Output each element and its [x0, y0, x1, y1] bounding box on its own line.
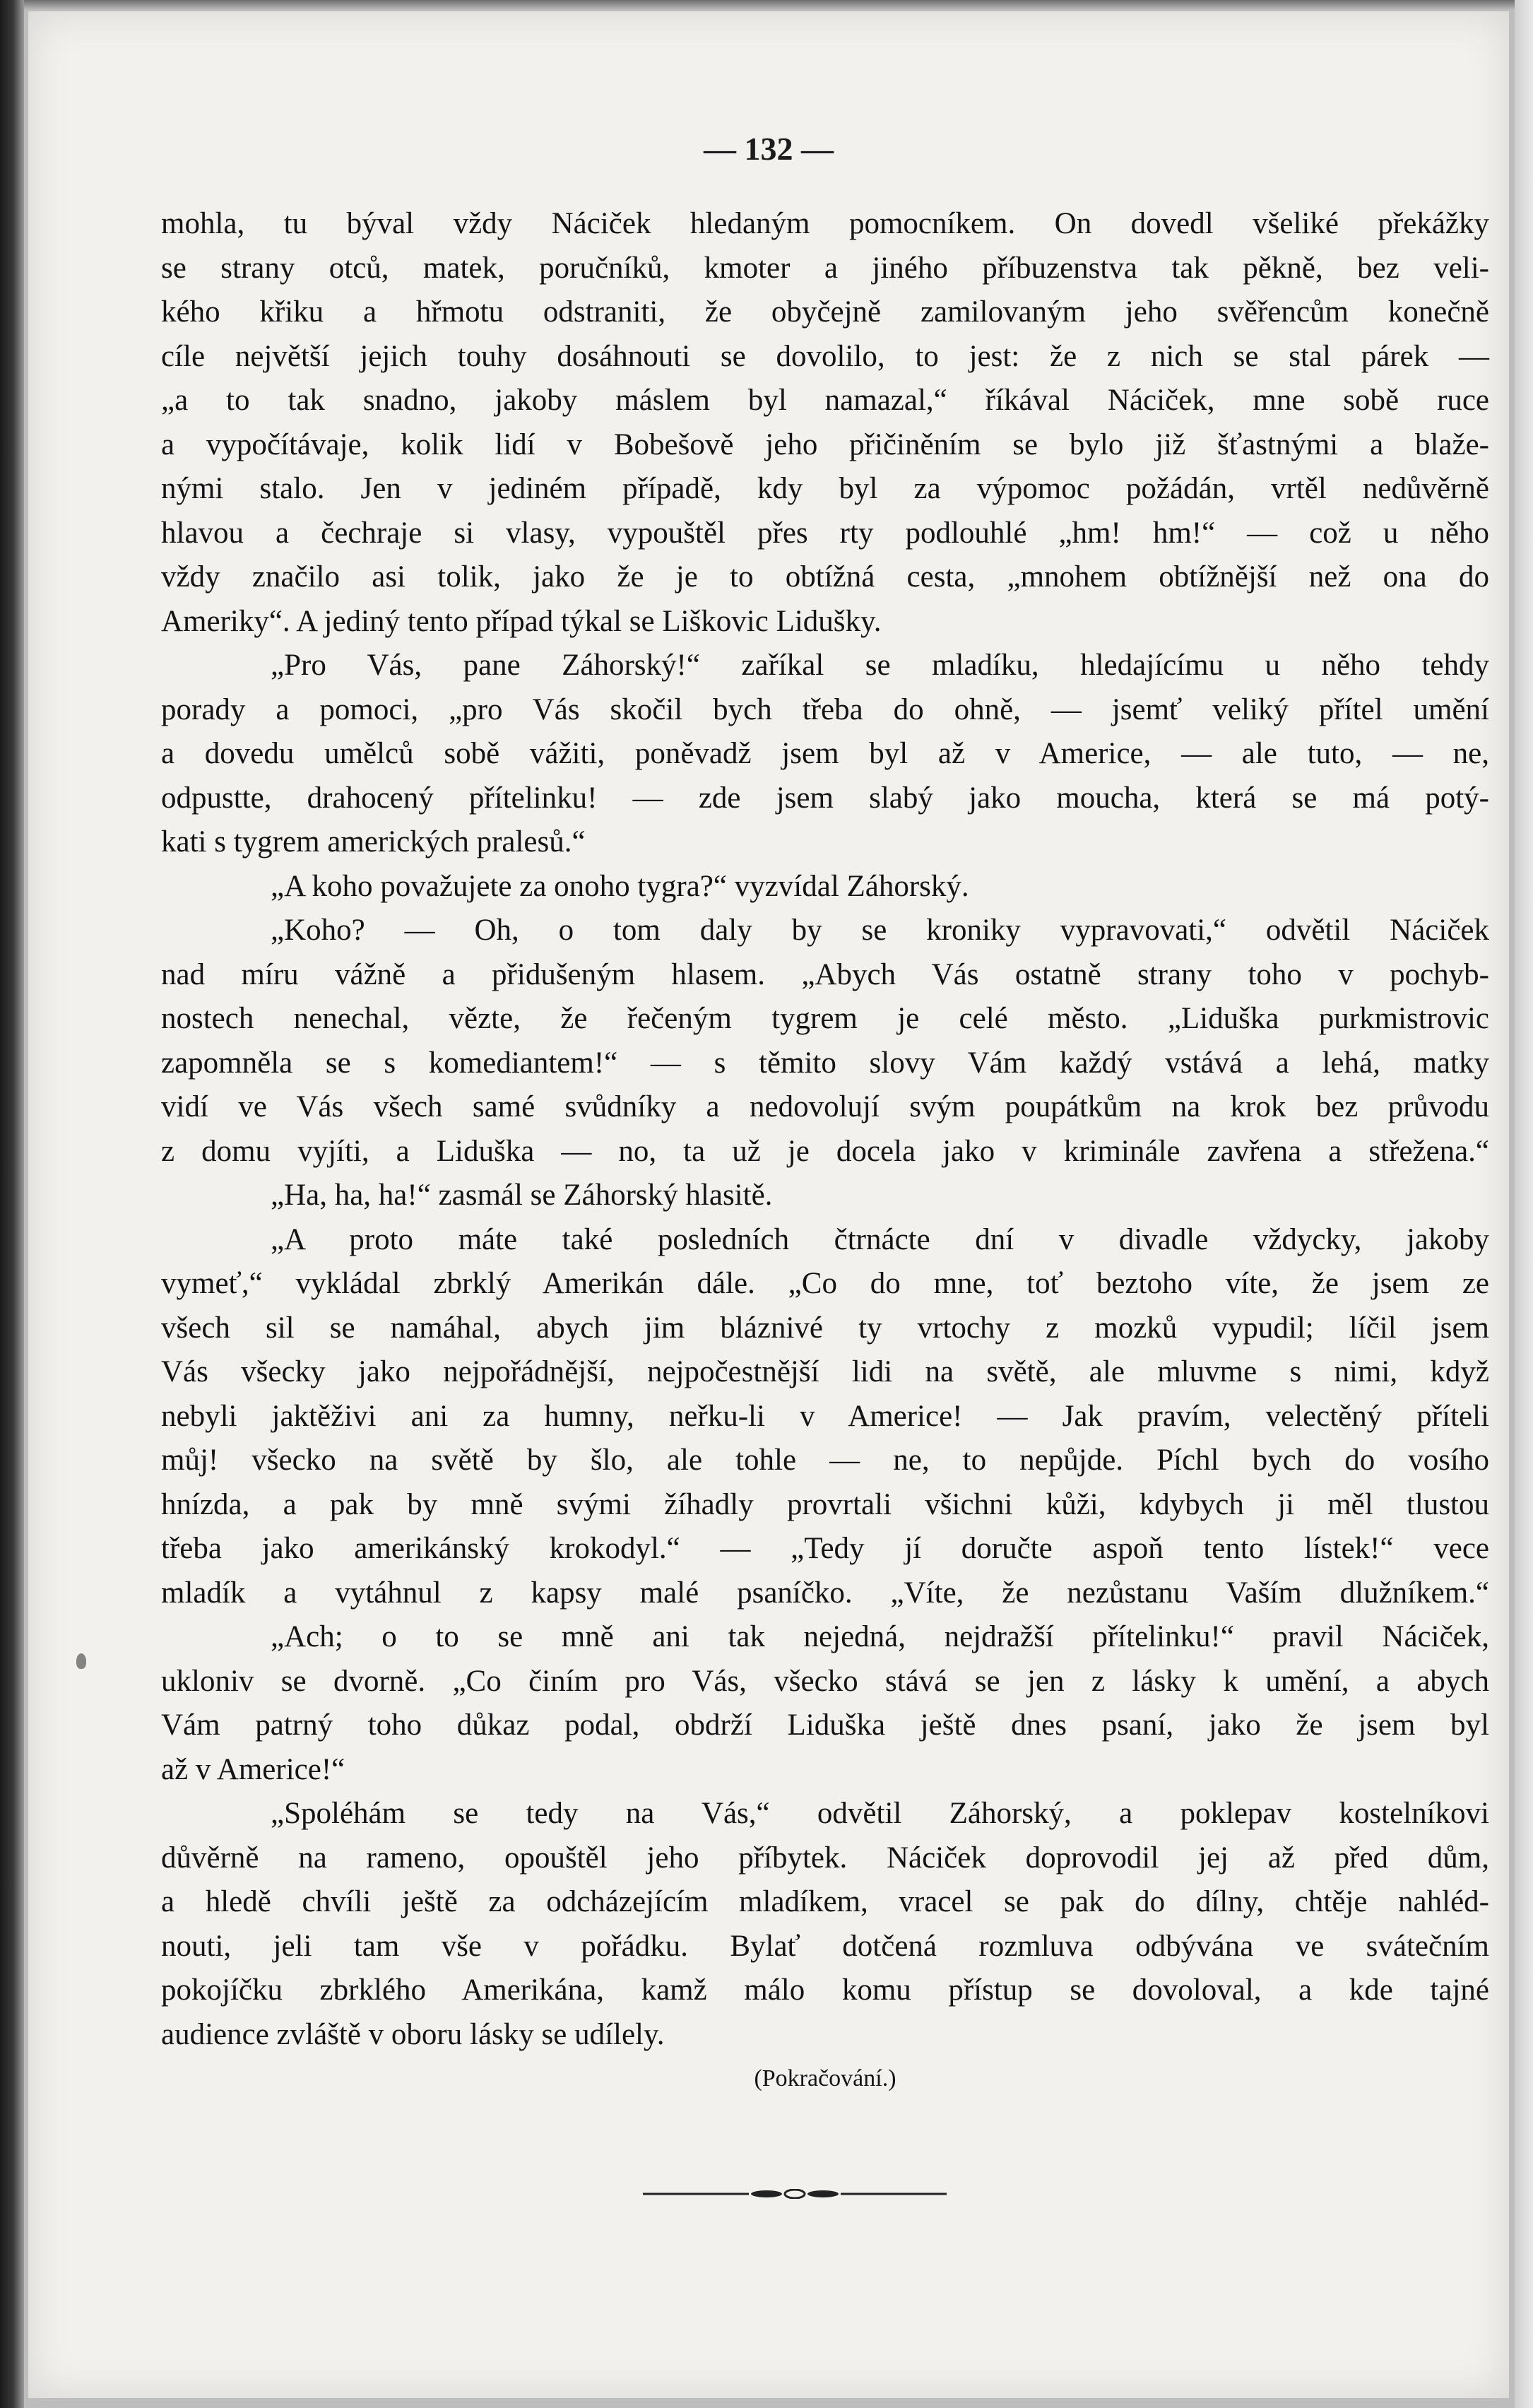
text-line: „Ha, ha, ha!“ zasmál se Záhorský hlasitě.: [271, 1179, 773, 1212]
text-line: můj! všecko na světě by šlo, ale tohle — ne, to nepůjde. Píchl bych do vosího: [161, 1444, 1489, 1477]
ink-blot: [76, 1653, 86, 1669]
end-ornament: [643, 2189, 947, 2199]
text-line: „a to tak snadno, jakoby máslem byl namazal,“ říkával Náciček, mne sobě ruce: [161, 384, 1489, 417]
text-line: „A koho považujete za onoho tygra?“ vyzvídal Záhorský.: [271, 869, 969, 903]
text-line: třeba jako amerikánský krokodyl.“ — „Tedy jí doručte aspoň tento lístek!“ vece: [161, 1532, 1489, 1565]
text-line: Ameriky“. A jediný tento případ týkal se Liškovic Lidušky.: [161, 604, 882, 638]
text-line: pokojíčku zbrklého Amerikána, kamž málo komu přístup se dovoloval, a kde tajné: [161, 1973, 1489, 2007]
continuation-note: (Pokračování.): [754, 2065, 896, 2091]
text-line: ukloniv se dvorně. „Co činím pro Vás, všecko stává se jen z lásky k umění, a abych: [161, 1664, 1489, 1698]
text-line: mohla, tu býval vždy Náciček hledaným pomocníkem. On dovedl všeliké překážky: [161, 207, 1489, 240]
text-line: odpustte, drahocený přítelinku! — zde jsem slabý jako moucha, která se má potý-: [161, 781, 1489, 815]
text-line: porady a pomoci, „pro Vás skočil bych třeba do ohně, — jsemť veliký přítel umění: [161, 692, 1489, 726]
text-line: „Pro Vás, pane Záhorský!“ zaříkal se mladíku, hledajícímu u něho tehdy: [271, 649, 1489, 682]
scan-border-top: [0, 0, 1533, 10]
text-line: zapomněla se s komediantem!“ — s těmito slovy Vám každý vstává a lehá, matky: [161, 1046, 1489, 1080]
text-line: a dovedu umělců sobě vážiti, poněvadž jsem byl až v Americe, — ale tuto, — ne,: [161, 737, 1489, 770]
text-line: nad míru vážně a přidušeným hlasem. „Abych Vás ostatně strany toho v pochyb-: [161, 957, 1489, 991]
text-line: a hledě chvíli ještě za odcházejícím mladíkem, vracel se pak do dílny, chtěje nahléd-: [161, 1885, 1489, 1918]
text-line: a vypočítávaje, kolik lidí v Bobešově jeho přičiněním se bylo již šťastnými a blaže-: [161, 427, 1489, 461]
scan-border-left: [0, 0, 24, 2408]
text-line: „A proto máte také posledních čtrnácte dní v divadle vždycky, jakoby: [271, 1222, 1489, 1256]
text-line: cíle největší jejich touhy dosáhnouti se dovolilo, to jest: že z nich se stal párek —: [161, 339, 1489, 373]
text-line: Vás všecky jako nejpořádnější, nejpočestnější lidi na světě, ale mluvme s nimi, když: [161, 1355, 1489, 1388]
text-line: nouti, jeli tam vše v pořádku. Bylať dotčená rozmluva odbývána ve svátečním: [161, 1929, 1489, 1963]
text-line: důvěrně na rameno, opouštěl jeho příbytek. Náciček doprovodil jej až před dům,: [161, 1841, 1489, 1875]
text-line: mladík a vytáhnul z kapsy malé psaníčko. „Víte, že nezůstanu Vaším dlužníkem.“: [161, 1576, 1489, 1610]
text-line: vždy značilo asi tolik, jako že je to obtížná cesta, „mnohem obtížnější než ona do: [161, 560, 1489, 594]
text-line: nými stalo. Jen v jediném případě, kdy byl za výpomoc požádán, vrtěl nedůvěrně: [161, 472, 1489, 505]
text-line: vymeť,“ vykládal zbrklý Amerikán dále. „Co do mne, toť beztoho víte, že jsem ze: [161, 1267, 1489, 1300]
text-line: nostech nenechal, vězte, že řečeným tygrem je celé město. „Liduška purkmistrovic: [161, 1002, 1489, 1035]
text-line: až v Americe!“: [161, 1752, 345, 1786]
scan-border-right: [1515, 0, 1533, 2408]
text-line: z domu vyjíti, a Liduška — no, ta už je docela jako v kriminále zavřena a střežena.“: [161, 1134, 1489, 1168]
text-line: nebyli jaktěživi ani za humny, neřku-li v Americe! — Jak pravím, velectěný příteli: [161, 1399, 1489, 1433]
text-line: se strany otců, matek, poručníků, kmoter a jiného příbuzenstva tak pěkně, bez veli-: [161, 251, 1489, 285]
text-line: „Spoléhám se tedy na Vás,“ odvětil Záhorský, a poklepav kostelníkovi: [271, 1797, 1489, 1830]
text-line: hnízda, a pak by mně svými žíhadly provrtali všichni kůži, kdybych ji měl tlustou: [161, 1487, 1489, 1521]
book-page: [28, 11, 1509, 2398]
text-line: Vám patrný toho důkaz podal, obdrží Liduška ještě dnes psaní, jako že jsem byl: [161, 1708, 1489, 1742]
text-line: „Koho? — Oh, o tom daly by se kroniky vypravovati,“ odvětil Náciček: [271, 914, 1489, 947]
body-text: [161, 202, 1489, 2101]
text-line: audience zvláště v oboru lásky se udílely.: [161, 2017, 665, 2051]
text-line: hlavou a čechraje si vlasy, vypouštěl přes rty podlouhlé „hm! hm!“ — což u něho: [161, 516, 1489, 550]
page-number: — 132 —: [704, 131, 834, 167]
text-line: kého křiku a hřmotu odstraniti, že obyčejně zamilovaným jeho svěřencům konečně: [161, 295, 1489, 329]
text-line: kati s tygrem amerických pralesů.“: [161, 825, 586, 858]
text-line: všech sil se namáhal, abych jim bláznivé ty vrtochy z mozků vypudil; líčil jsem: [161, 1311, 1489, 1345]
text-line: „Ach; o to se mně ani tak nejedná, nejdražší přítelinku!“ pravil Náciček,: [271, 1620, 1489, 1653]
text-line: vidí ve Vás všech samé svůdníky a nedovolují svým poupátkům na krok bez průvodu: [161, 1090, 1489, 1123]
